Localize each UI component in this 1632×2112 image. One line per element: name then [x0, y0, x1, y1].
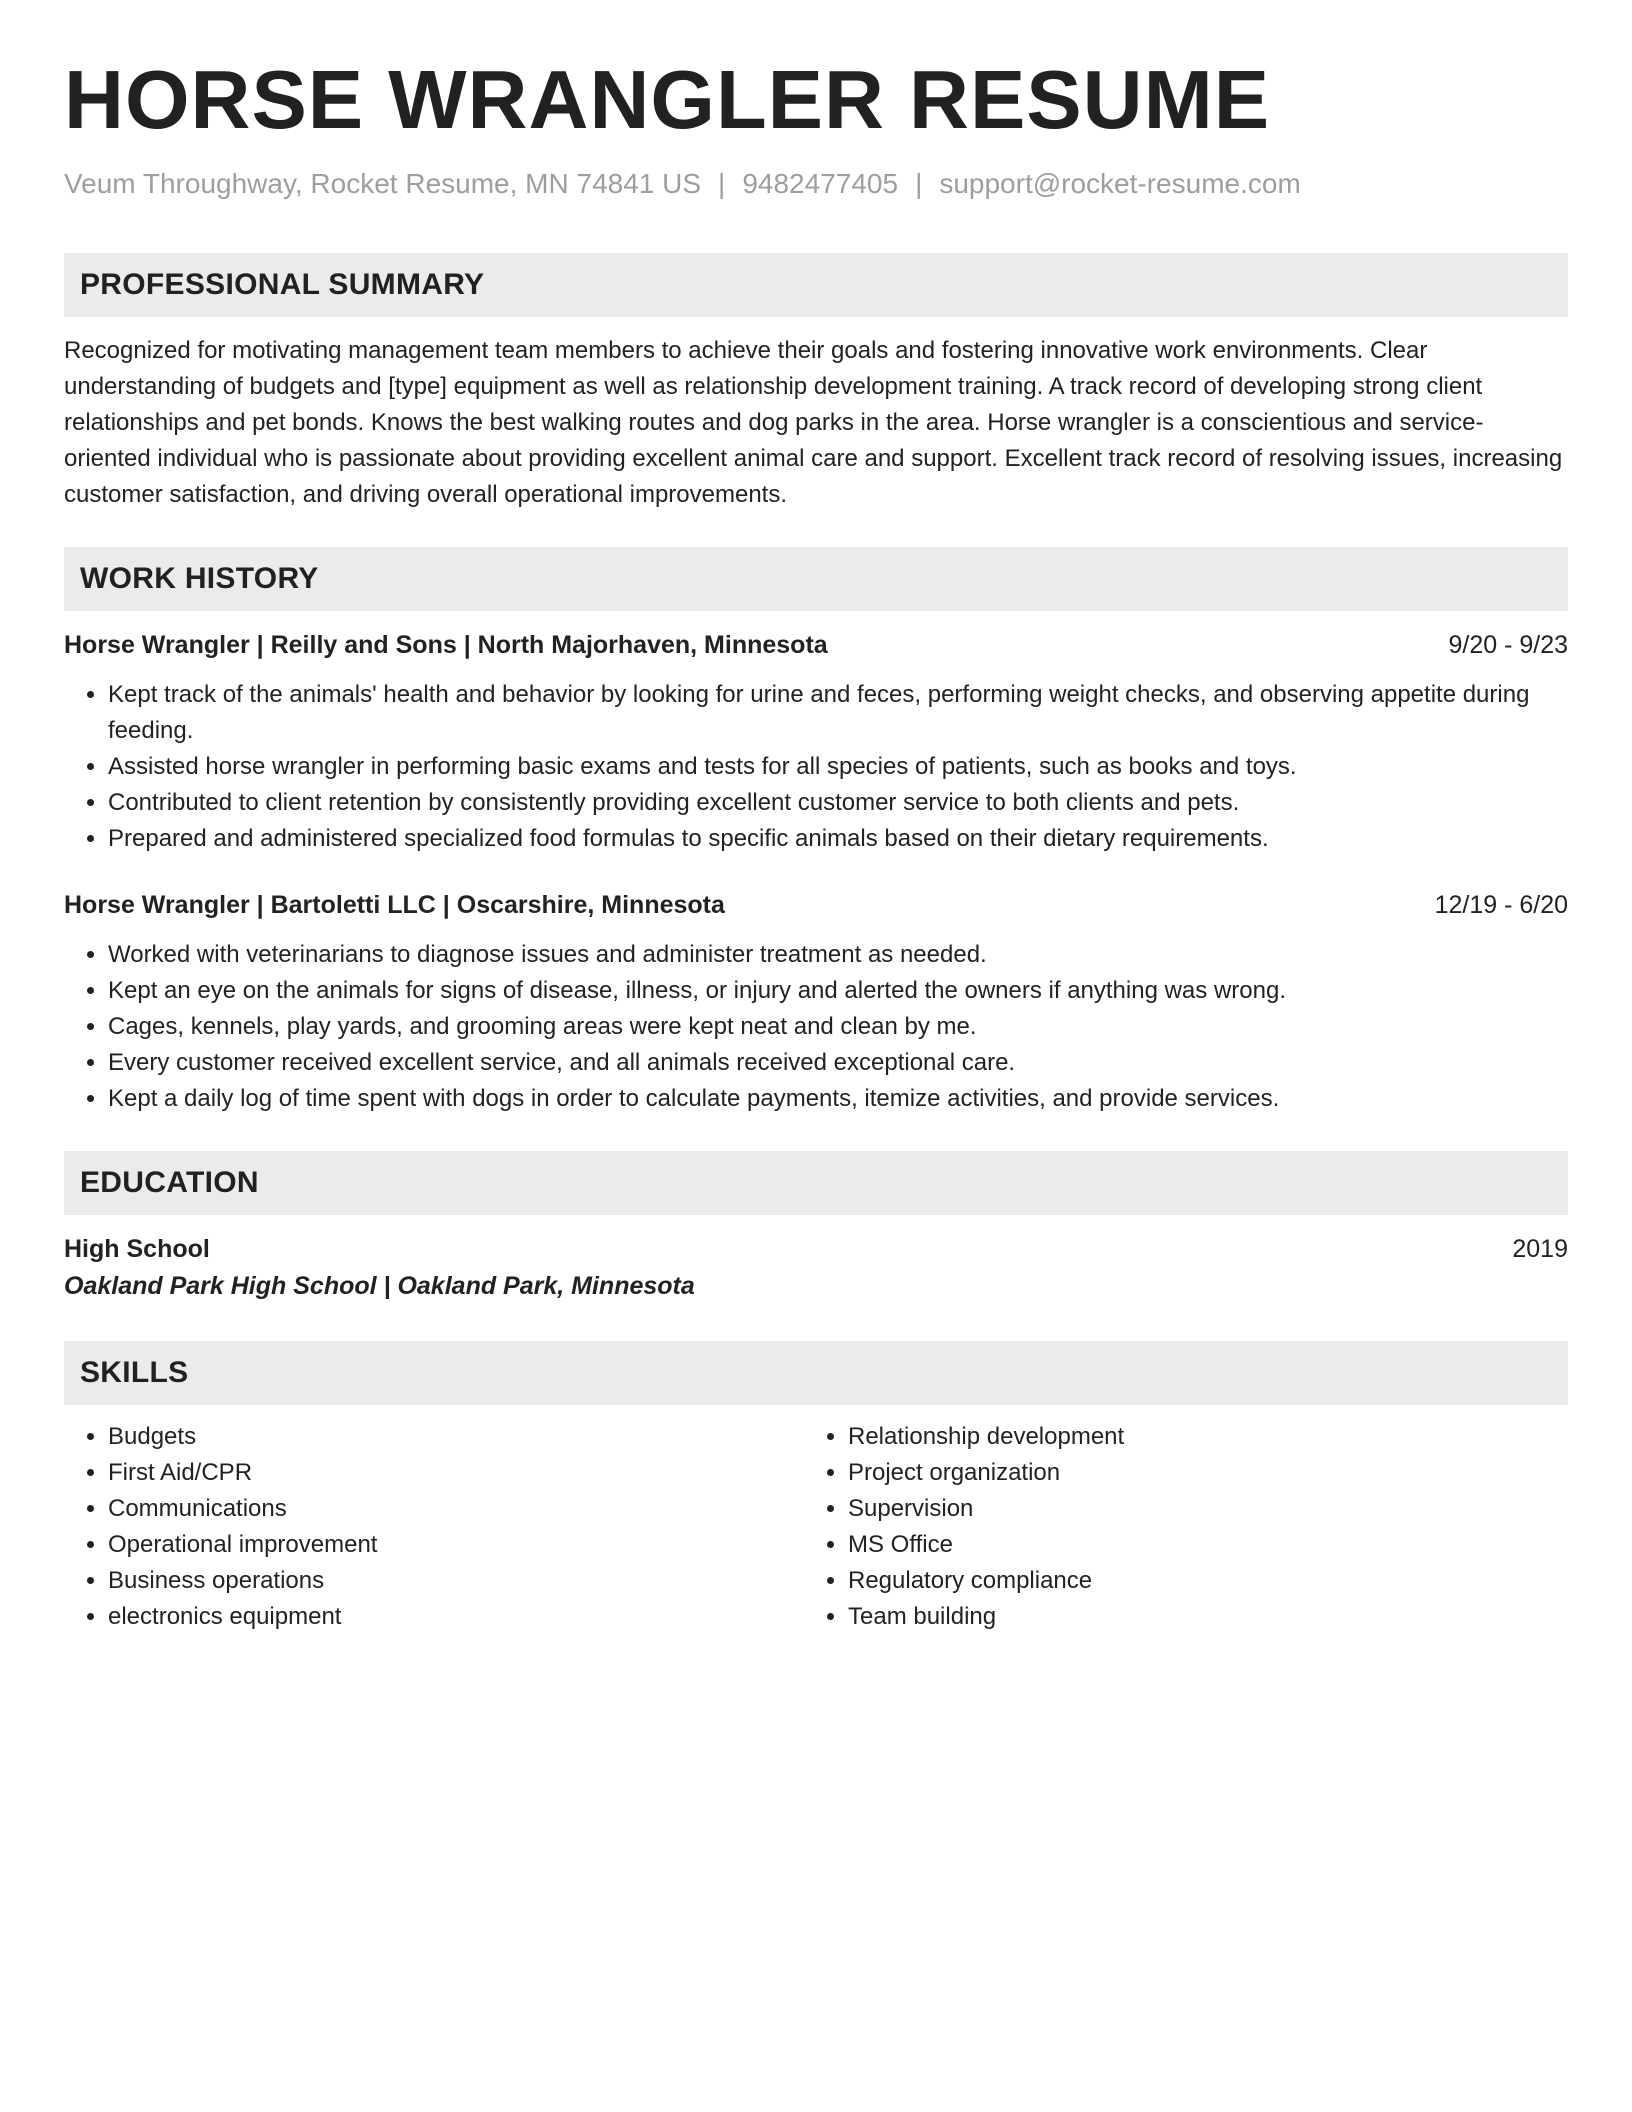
- job-entry: [64, 627, 1568, 857]
- job-title: Horse Wrangler | Reilly and Sons | North Majorhaven, Minnesota: [64, 630, 828, 659]
- job-dates: 9/20 - 9/23: [1448, 630, 1568, 659]
- summary-text: Recognized for motivating management team members to achieve their goals and fostering innovative work environments. Clear understanding of budgets and [type] equipment as well as relationship development training. A track record of developing strong client relationships and pet bonds. Knows the best walking routes and dog parks in the area. Horse wrangler is a conscientious and service-oriented individual who is passionate about providing excellent animal care and support. Excellent track record of resolving issues, increasing customer satisfaction, and driving overall operational improvements.: [64, 336, 1563, 508]
- education-entry: [64, 1231, 1568, 1305]
- job-bullet: • Assisted horse wrangler in performing basic exams and tests for all species of patients, such as books and toys.: [108, 749, 1568, 785]
- job-bullet: • Kept track of the animals' health and behavior by looking for urine and feces, performing weight checks, and observing appetite during feeding.: [108, 677, 1568, 749]
- skills-column-left: [64, 1419, 804, 1635]
- section-heading-work-history: WORK HISTORY: [64, 547, 1568, 611]
- job-bullet: • Every customer received excellent service, and all animals received exceptional care.: [108, 1045, 1568, 1081]
- job-bullet: • Kept a daily log of time spent with dogs in order to calculate payments, itemize activities, and provide services.: [108, 1081, 1568, 1117]
- job-bullet: • Prepared and administered specialized food formulas to specific animals based on their dietary requirements.: [108, 821, 1568, 857]
- skill-item: • electronics equipment: [108, 1599, 804, 1635]
- contact-address: Veum Throughway, Rocket Resume, MN 74841 US: [64, 168, 702, 199]
- skill-item: • Relationship development: [848, 1419, 1564, 1455]
- job-bullet: • Kept an eye on the animals for signs of disease, illness, or injury and alerted the owners if anything was wrong.: [108, 973, 1568, 1009]
- section-heading-education: EDUCATION: [64, 1151, 1568, 1215]
- job-bullets: [64, 677, 1568, 857]
- skill-item: • Business operations: [108, 1563, 804, 1599]
- section-heading-skills: SKILLS: [64, 1341, 1568, 1405]
- education-school: Oakland Park High School | Oakland Park, Minnesota: [64, 1271, 695, 1300]
- skill-item: • Communications: [108, 1491, 804, 1527]
- education-year: 2019: [1512, 1234, 1568, 1263]
- contact-email: support@rocket-resume.com: [939, 168, 1301, 199]
- skill-item: • Operational improvement: [108, 1527, 804, 1563]
- job-dates: 12/19 - 6/20: [1434, 890, 1568, 919]
- job-entry: [64, 887, 1568, 1117]
- skill-item: • Team building: [848, 1599, 1564, 1635]
- job-title: Horse Wrangler | Bartoletti LLC | Oscarshire, Minnesota: [64, 890, 725, 919]
- skill-item: • Budgets: [108, 1419, 804, 1455]
- job-bullet: • Worked with veterinarians to diagnose issues and administer treatment as needed.: [108, 937, 1568, 973]
- education-degree: High School: [64, 1234, 210, 1263]
- contact-phone: 9482477405: [742, 168, 899, 199]
- job-header: [64, 887, 1568, 923]
- skill-item: • First Aid/CPR: [108, 1455, 804, 1491]
- section-heading-summary: PROFESSIONAL SUMMARY: [64, 253, 1568, 317]
- contact-line: [64, 167, 1568, 201]
- skill-item: • Project organization: [848, 1455, 1564, 1491]
- skill-item: • Supervision: [848, 1491, 1564, 1527]
- skills-list: [64, 1419, 1568, 1635]
- job-bullets: [64, 937, 1568, 1117]
- skills-column-right: [804, 1419, 1564, 1635]
- contact-separator: |: [915, 168, 923, 199]
- skill-item: • Regulatory compliance: [848, 1563, 1564, 1599]
- job-header: [64, 627, 1568, 663]
- resume-title: HORSE WRANGLER RESUME: [64, 53, 1271, 146]
- contact-separator: |: [718, 168, 726, 199]
- education-header: [64, 1231, 1568, 1267]
- skill-item: • MS Office: [848, 1527, 1564, 1563]
- job-bullet: • Contributed to client retention by consistently providing excellent customer service to both clients and pets.: [108, 785, 1568, 821]
- job-bullet: • Cages, kennels, play yards, and grooming areas were kept neat and clean by me.: [108, 1009, 1568, 1045]
